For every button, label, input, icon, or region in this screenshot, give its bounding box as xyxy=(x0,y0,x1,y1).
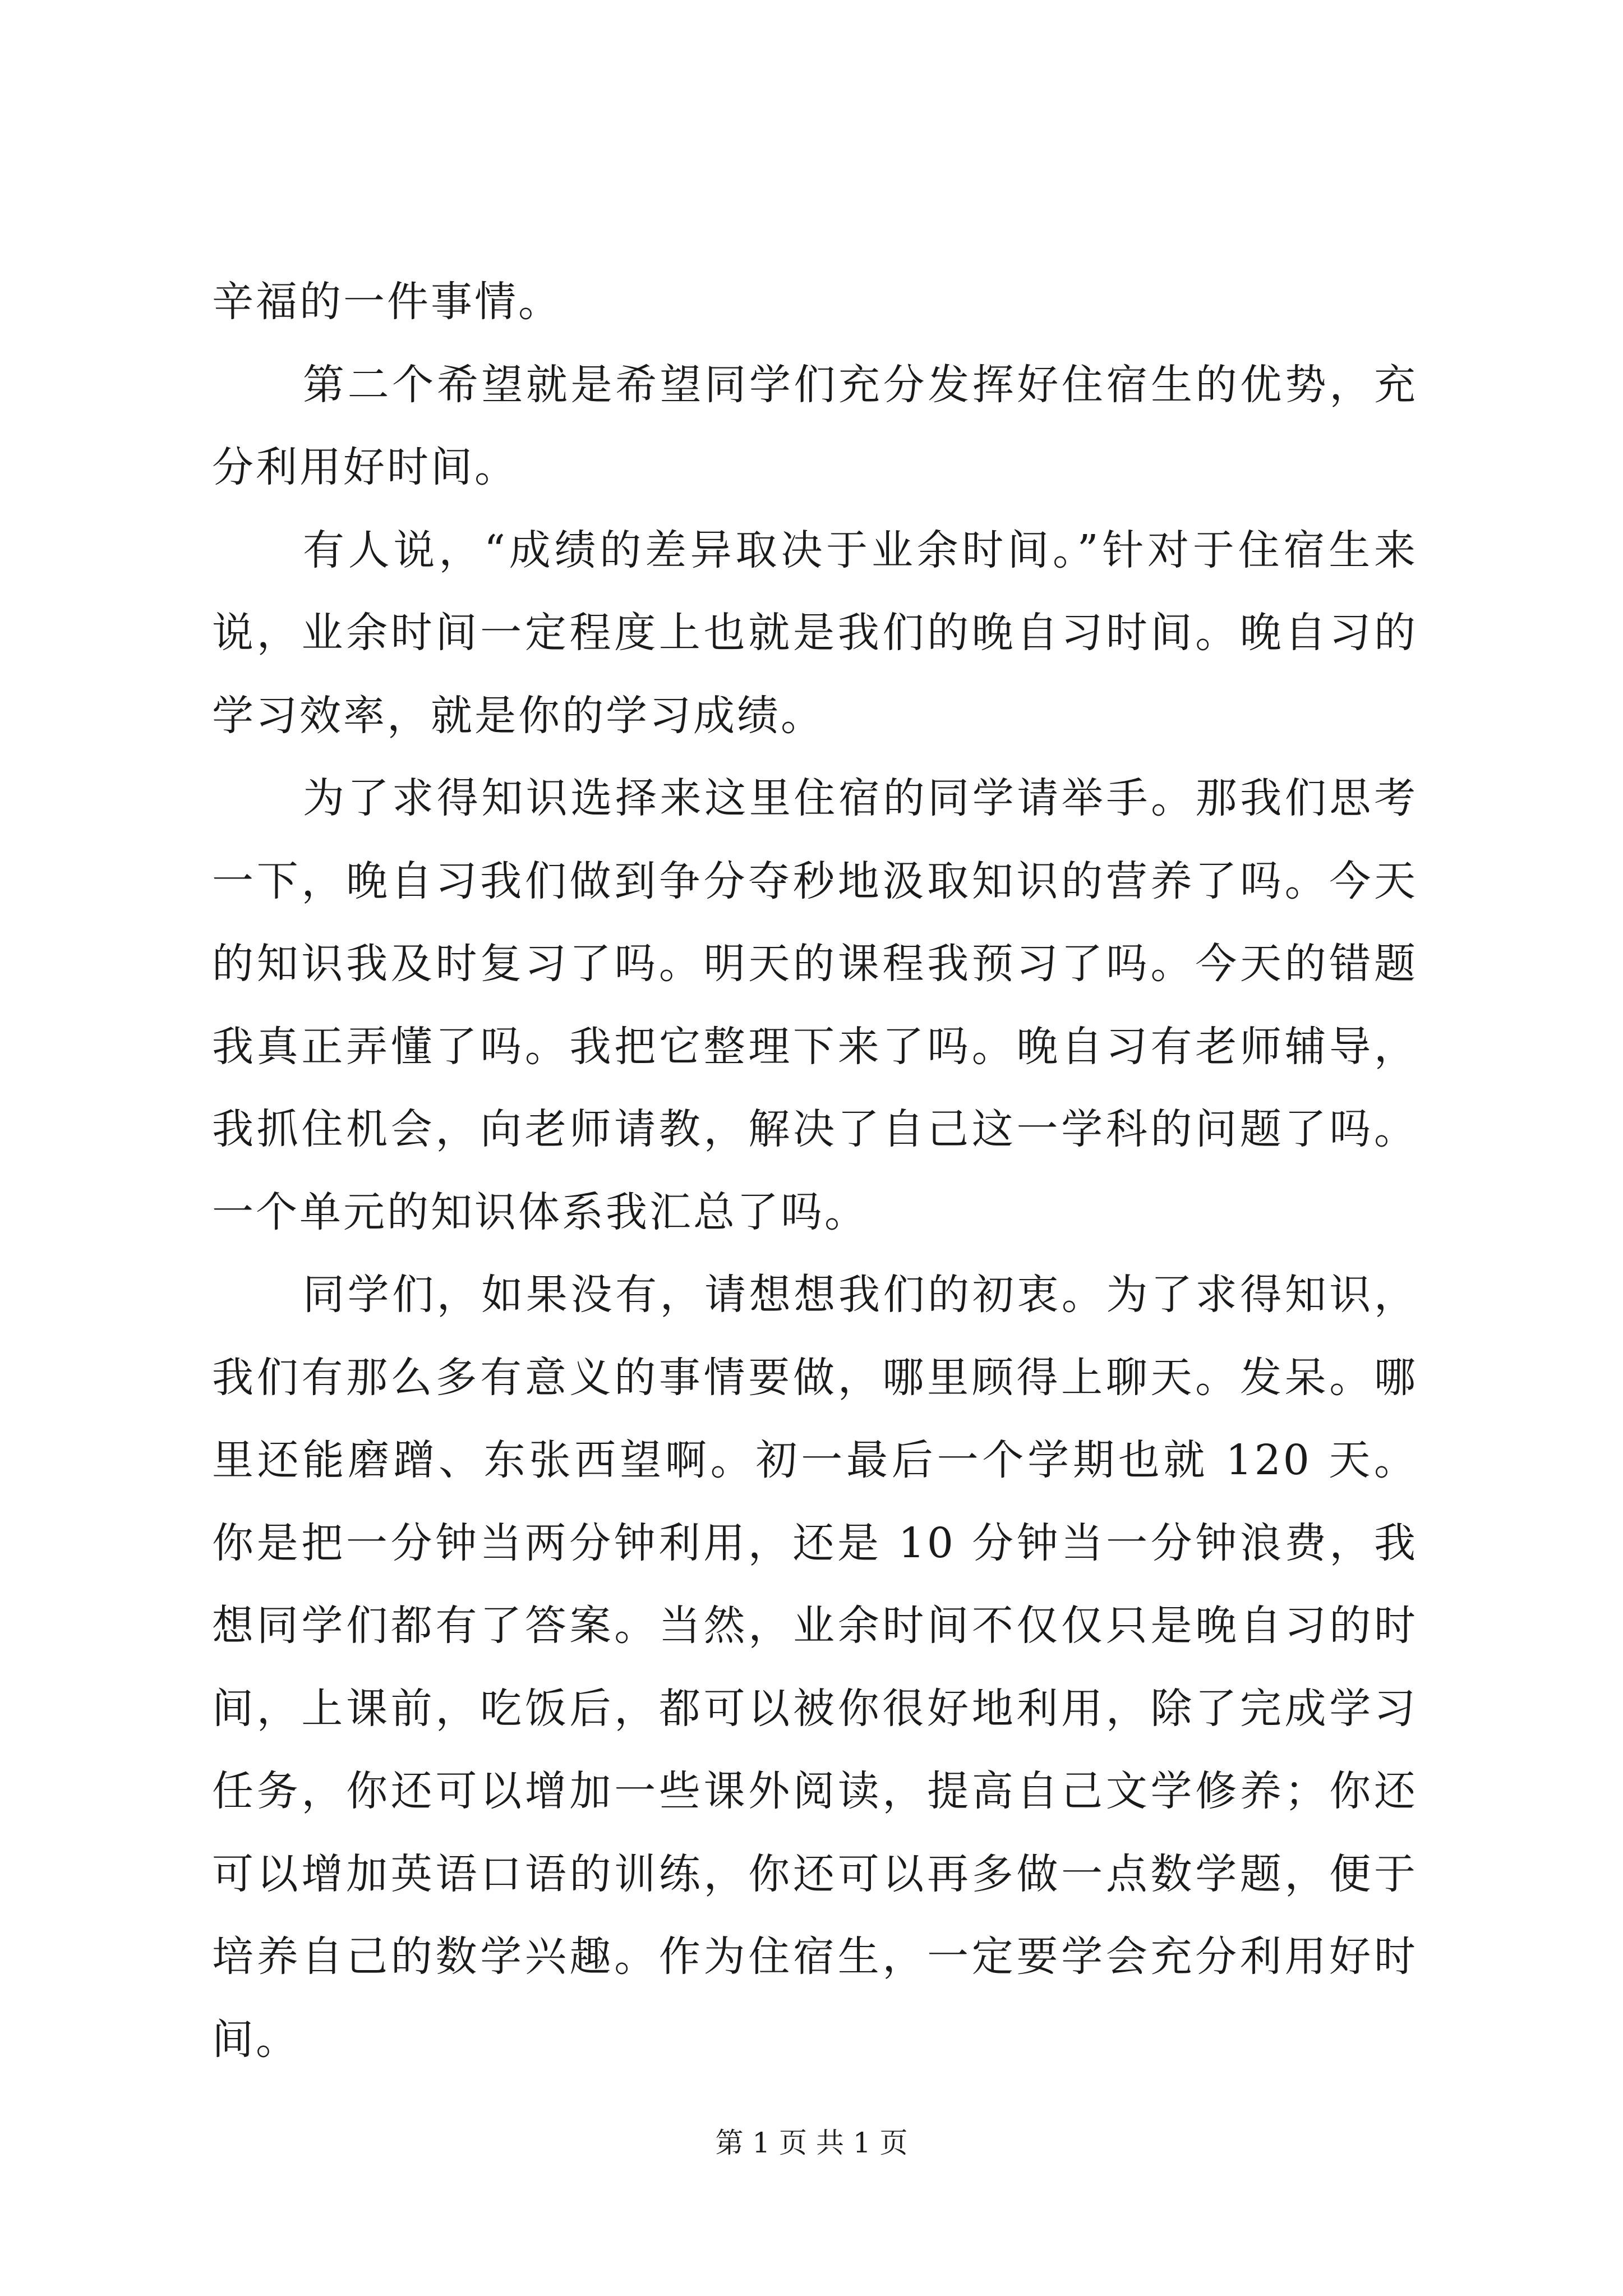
paragraph: 同学们，如果没有，请想想我们的初衷。为了求得知识，我们有那么多有意义的事情要做，哪里顾得上聊天。发呆。哪里还能磨蹭、东张西望啊。初一最后一个学期也就 120 天。你是把一分钟当两分钟利用，还是 10 分钟当一分钟浪费，我想同学们都有了答案。当然，业余时间不仅仅只是晚自习的时间，上课前，吃饭后，都可以被你很好地利用，除了完成学习任务，你还可以增加一些课外阅读，提高自己文学修养；你还可以增加英语口语的训练，你还可以再多做一点数学题，便于培养自己的数学兴趣。作为住宿生，一定要学会充分利用好时间。 xyxy=(212,1271,1418,2064)
document-body xyxy=(212,261,1418,2081)
paragraph: 有人说，“成绩的差异取决于业余时间。”针对于住宿生来说，业余时间一定程度上也就是我们的晚自习时间。晚自习的学习效率，就是你的学习成绩。 xyxy=(212,526,1418,740)
paragraph: 为了求得知识选择来这里住宿的同学请举手。那我们思考一下，晚自习我们做到争分夺秒地汲取知识的营养了吗。今天的知识我及时复习了吗。明天的课程我预习了吗。今天的错题我真正弄懂了吗。我把它整理下来了吗。晚自习有老师辅导，我抓住机会，向老师请教，解决了自己这一学科的问题了吗。一个单元的知识体系我汇总了吗。 xyxy=(212,774,1418,1236)
paragraph: 辛福的一件事情。 xyxy=(212,278,562,326)
paragraph: 第二个希望就是希望同学们充分发挥好住宿生的优势，充分利用好时间。 xyxy=(212,360,1418,491)
page-footer: 第 1 页 共 1 页 xyxy=(715,2127,908,2159)
